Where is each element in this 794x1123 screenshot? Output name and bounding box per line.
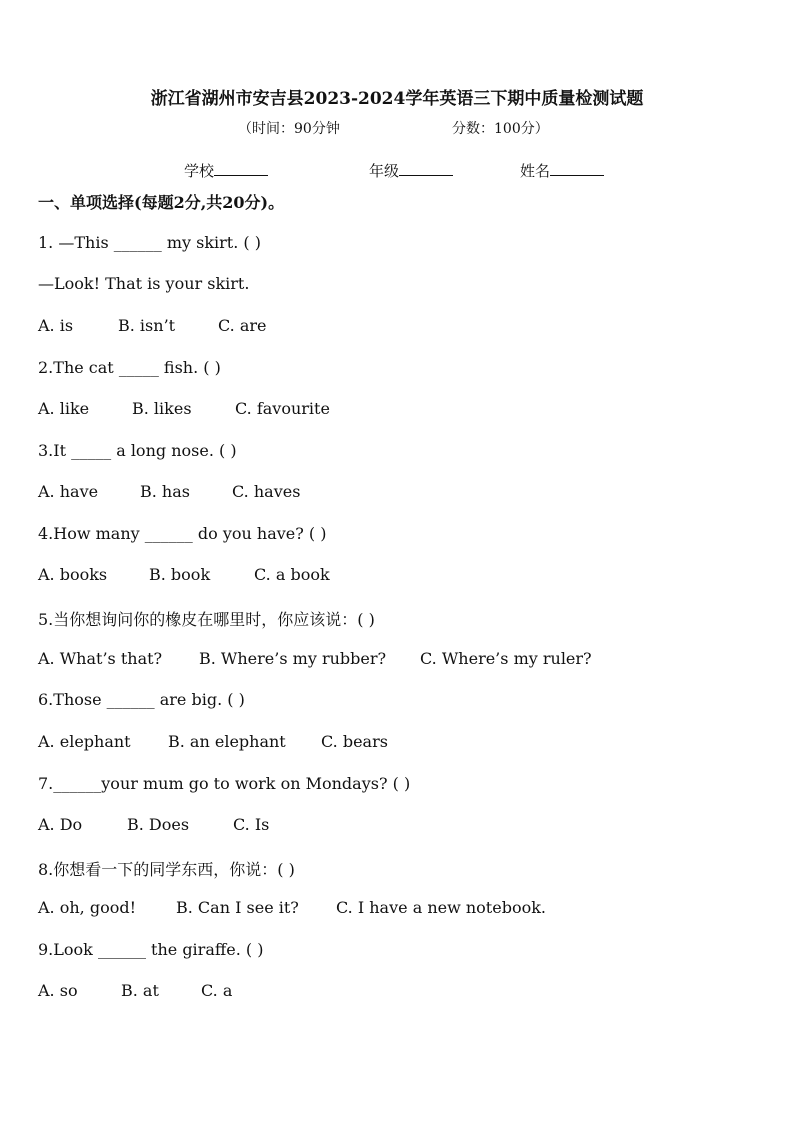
option-c: C. are — [218, 316, 267, 335]
option-b: B. Where’s my rubber? — [199, 649, 387, 668]
school-field — [184, 160, 268, 181]
option-c: C. haves — [232, 482, 301, 501]
option-b: B. isn’t — [118, 316, 176, 335]
option-c: C. Where’s my ruler? — [420, 649, 592, 668]
option-c: C. bears — [321, 732, 388, 751]
option-a: A. books — [38, 565, 108, 584]
question-9: 9.Look ______ the giraffe. ( ) — [38, 940, 264, 959]
option-a: A. oh, good! — [38, 898, 137, 917]
page-title: 浙江省湖州市安吉县2023-2024学年英语三下期中质量检测试题 — [150, 89, 644, 109]
question-6: 6.Those ______ are big. ( ) — [38, 690, 245, 709]
option-b: B. an elephant — [168, 732, 286, 751]
name-field — [520, 160, 604, 181]
question-5-options — [38, 649, 592, 668]
question-3: 3.It _____ a long nose. ( ) — [38, 441, 237, 460]
option-b: B. Does — [127, 815, 190, 834]
option-a: A. Do — [38, 815, 83, 834]
option-a: A. like — [38, 399, 90, 418]
question-9-options — [38, 981, 232, 1000]
grade-blank — [399, 161, 453, 176]
question-1-options — [38, 316, 267, 335]
grade-label: 年级 — [369, 162, 400, 180]
question-7-options — [38, 815, 269, 834]
option-a: A. is — [38, 316, 74, 335]
option-c: C. I have a new notebook. — [336, 898, 546, 917]
option-a: A. What’s that? — [38, 649, 163, 668]
option-a: A. have — [38, 482, 99, 501]
option-b: B. book — [149, 565, 211, 584]
option-c: C. favourite — [235, 399, 330, 418]
option-b: B. Can I see it? — [176, 898, 299, 917]
school-blank — [214, 161, 268, 176]
option-b: B. at — [121, 981, 159, 1000]
question-1: 1. —This ______ my skirt. ( ) — [38, 233, 261, 252]
school-label: 学校 — [184, 162, 215, 180]
option-a: A. elephant — [38, 732, 131, 751]
question-4-options — [38, 565, 330, 584]
exam-time: （时间：90分钟 — [238, 121, 340, 137]
option-b: B. has — [140, 482, 190, 501]
grade-field — [369, 160, 453, 181]
exam-score: 分数：100分） — [452, 121, 549, 137]
option-c: C. a — [201, 981, 233, 1000]
question-2: 2.The cat _____ fish. ( ) — [38, 358, 221, 377]
option-c: C. a book — [254, 565, 330, 584]
question-5: 5.当你想询问你的橡皮在哪里时，你应该说：( ) — [38, 610, 375, 629]
question-7: 7.______your mum go to work on Mondays? ( ) — [38, 774, 411, 793]
option-b: B. likes — [132, 399, 192, 418]
option-c: C. Is — [233, 815, 270, 834]
name-blank — [550, 161, 604, 176]
question-1-dialogue: —Look! That is your skirt. — [38, 274, 250, 293]
question-8-options — [38, 898, 546, 917]
name-label: 姓名 — [520, 162, 551, 180]
question-3-options — [38, 482, 300, 501]
question-2-options — [38, 399, 330, 418]
question-4: 4.How many ______ do you have? ( ) — [38, 524, 327, 543]
question-6-options — [38, 732, 388, 751]
option-a: A. so — [38, 981, 78, 1000]
section-heading: 一、单项选择(每题2分,共20分)。 — [38, 193, 285, 212]
question-8: 8.你想看一下的同学东西，你说：( ) — [38, 860, 295, 879]
